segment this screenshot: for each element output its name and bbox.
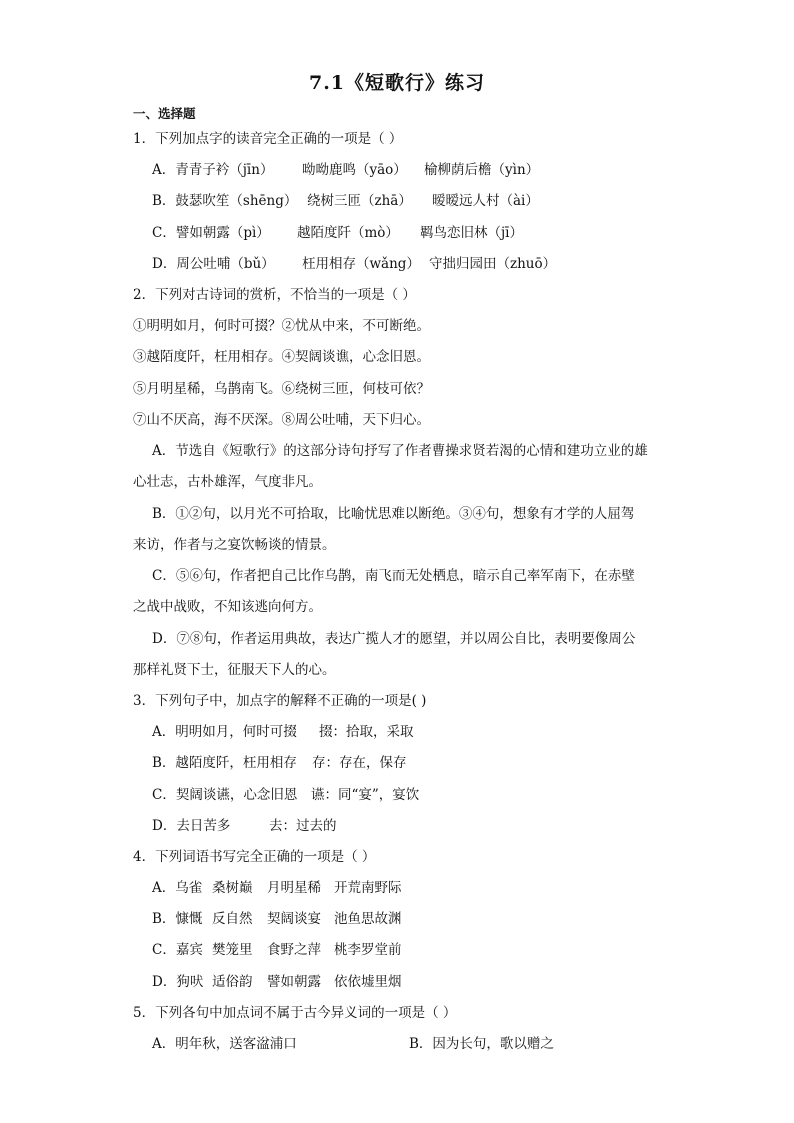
q3-b-sentence: B．越陌度阡，枉用相存	[152, 755, 297, 771]
q4-a-word-1: A．乌雀	[152, 880, 203, 896]
q1-c-item-3: 羁鸟恋旧林（jī）	[420, 225, 524, 241]
q3-a-gloss: 掇：拾取，采取	[319, 724, 414, 740]
q1-c-item-2: 越陌度阡（mò）	[297, 225, 399, 241]
q4-d-word-1: D．狗吠	[152, 974, 204, 990]
q1-d-item-1: D．周公吐哺（bǔ）	[152, 256, 275, 272]
q5-option-a: A．明年秋，送客湓浦口	[152, 1036, 297, 1052]
q4-b-word-2: 反自然	[212, 911, 253, 927]
q4-c-word-3: 食野之萍	[267, 942, 321, 958]
page-title: 7.1《短歌行》练习	[308, 72, 486, 94]
question-1-stem: 1．下列加点字的读音完全正确的一项是（ ）	[133, 131, 403, 147]
q3-c-sentence: C．契阔谈䜩，心念旧恩	[152, 787, 298, 803]
q2-option-c: C．⑤⑥句，作者把自己比作乌鹊，南飞而无处栖息，暗示自己率军南下，在赤壁	[152, 568, 635, 584]
question-3-stem: 3．下列句子中，加点字的解释不正确的一项是( )	[133, 693, 427, 709]
q4-a-word-4: 开荒南野际	[334, 880, 402, 896]
q3-b-gloss: 存：存在，保存	[312, 755, 407, 771]
q2-option-b: B．①②句，以月光不可拾取，比喻忧思难以断绝。③④句，想象有才学的人屈驾	[152, 506, 635, 522]
q2-poem-line-2: ③越陌度阡，枉用相存。④契阔谈谯，心念旧恩。	[133, 349, 430, 365]
section-heading: 一、选择题	[133, 106, 196, 121]
q4-d-word-3: 譬如朝露	[267, 974, 321, 990]
q2-option-a: A．节选自《短歌行》的这部分诗句抒写了作者曹操求贤若渴的心情和建功立业的雄	[152, 443, 648, 459]
q3-d-gloss: 去：过去的	[269, 818, 337, 834]
q1-a-item-2: 呦呦鹿鸣（yāo）	[302, 162, 407, 178]
q2-option-a-cont: 心壮志，古朴雄浑，气度非凡。	[133, 474, 322, 490]
question-2-stem: 2．下列对古诗词的赏析，不恰当的一项是（ ）	[133, 287, 416, 303]
q5-option-b: B．因为长句，歌以赠之	[409, 1036, 554, 1052]
question-4-stem: 4．下列词语书写完全正确的一项是（ ）	[133, 849, 376, 865]
q4-b-word-1: B．慷慨	[152, 911, 203, 927]
q1-d-item-2: 枉用相存（wǎng）	[302, 256, 420, 272]
q2-poem-line-4: ⑦山不厌高，海不厌深。⑧周公吐哺，天下归心。	[133, 412, 430, 428]
q3-a-sentence: A．明明如月，何时可掇	[152, 724, 297, 740]
q4-d-word-2: 适俗韵	[212, 974, 253, 990]
q3-d-sentence: D．去日苦多	[152, 818, 231, 834]
q2-option-d: D．⑦⑧句，作者运用典故，表达广揽人才的愿望，并以周公自比，表明要像周公	[152, 631, 636, 647]
q4-b-word-4: 池鱼思故渊	[334, 911, 402, 927]
q4-c-word-4: 桃李罗堂前	[334, 942, 402, 958]
q1-b-item-3: 暧暧远人村（ài）	[432, 193, 539, 209]
q4-b-word-3: 契阔谈宴	[267, 911, 321, 927]
q3-c-gloss: 䜩：同“宴”，宴饮	[311, 787, 420, 803]
q1-b-item-1: B．鼓瑟吹笙（shēng）	[152, 193, 298, 209]
q2-option-d-cont: 那样礼贤下士，征服天下人的心。	[133, 662, 336, 678]
q1-a-item-1: A．青青子衿（jīn）	[152, 162, 274, 178]
q1-b-item-2: 绕树三匝（zhā）	[307, 193, 412, 209]
q1-d-item-3: 守拙归园田（zhuō）	[429, 256, 557, 272]
q1-a-item-3: 榆柳荫后檐（yìn）	[424, 162, 540, 178]
q2-option-b-cont: 来访，作者与之宴饮畅谈的情景。	[133, 537, 336, 553]
q2-poem-line-3: ⑤月明星稀，乌鹊南飞。⑥绕树三匝，何枝可依？	[133, 381, 430, 397]
q4-c-word-1: C．嘉宾	[152, 942, 203, 958]
question-5-stem: 5．下列各句中加点词不属于古今异义词的一项是（ ）	[133, 1005, 457, 1021]
q2-poem-line-1: ①明明如月，何时可掇？②忧从中来，不可断绝。	[133, 318, 430, 334]
q1-c-item-1: C．譬如朝露（pì）	[152, 225, 270, 241]
q2-option-c-cont: 之战中战败，不知该逃向何方。	[133, 599, 322, 615]
q4-a-word-3: 月明星稀	[267, 880, 321, 896]
q4-a-word-2: 桑树巅	[212, 880, 253, 896]
q4-c-word-2: 樊笼里	[212, 942, 253, 958]
q4-d-word-4: 依依墟里烟	[334, 974, 402, 990]
